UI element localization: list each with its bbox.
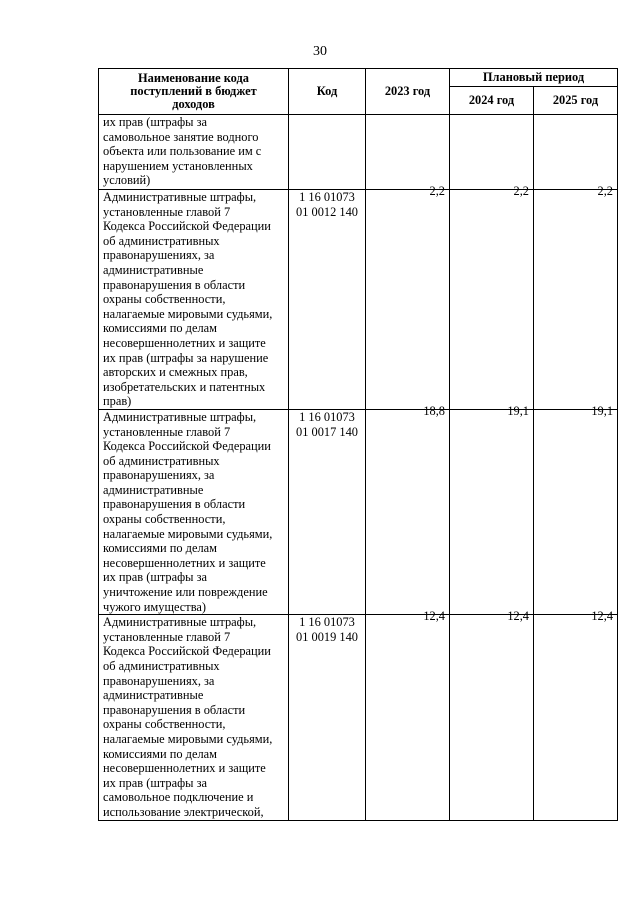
header-name-line: доходов [172,97,215,111]
row-name-line: об административных [103,659,220,673]
header-year-2025: 2025 год [534,87,618,115]
value-2024: 19,1 [507,403,529,418]
row-code [289,615,366,820]
row-code-line: 1 16 01073 [299,409,355,424]
row-name-line: нарушением установленных [103,158,253,173]
row-name-line: несовершеннолетних и защите [103,335,266,350]
row-name-line: установленные главой 7 [103,629,231,644]
row-name-line: использование электрической, [103,804,264,819]
page-number: 30 [313,44,327,59]
row-name-line: правонарушениях, за [103,468,215,483]
row-name-line: об административных [103,233,220,248]
row-name [99,615,289,820]
row-name-line: административные [103,262,204,277]
table-row [99,190,618,410]
row-name-line: установленные главой 7 [103,204,231,219]
value-2023: 12,4 [423,609,445,624]
row-name-line: изобретательских и патентных [103,379,266,394]
row-name-line: условий) [103,173,151,188]
row-name-line: комиссиями по делам [103,746,217,761]
row-name-line: Административные штрафы, [103,409,257,424]
row-value-2023 [366,184,450,410]
row-value-2024 [450,115,534,190]
revenue-table [98,68,618,821]
row-name-line: самовольное занятие водного [103,129,259,144]
table-row [99,615,618,820]
row-name-line: правонарушения в области [103,277,246,292]
row-value-2023 [366,403,450,614]
row-code [289,409,366,614]
row-name-line: самовольное подключение и [103,790,254,805]
value-2025: 19,1 [591,403,614,418]
row-value-2023 [366,115,450,190]
value-2023: 2,2 [429,184,445,198]
table-row [99,409,618,614]
value-2025: 12,4 [591,609,614,624]
row-name-line: комиссиями по делам [103,541,217,556]
row-name [99,190,289,410]
row-name-line: налагаемые мировыми судьями, [103,526,273,541]
row-value-2024 [450,609,534,820]
row-name-line: охраны собственности, [103,717,226,732]
row-code-line: 1 16 01073 [299,190,355,204]
row-name-line: уничтожение или повреждение [103,585,268,600]
row-value-2025 [534,403,618,614]
row-name-line: несовершеннолетних и защите [103,555,266,570]
row-name-line: охраны собственности, [103,512,226,527]
row-name-line: административные [103,482,204,497]
row-name-line: правонарушениях, за [103,673,215,688]
row-name [99,115,289,190]
row-name-line: их прав (штрафы за [103,775,207,790]
row-name-line: Кодекса Российской Федерации [103,644,271,659]
header-name [99,69,289,115]
row-value-2023 [366,609,450,820]
row-code-line: 1 16 01073 [299,615,355,630]
header-code: Код [289,69,366,115]
row-name-line: об административных [103,453,220,468]
value-2025: 2,2 [597,184,614,198]
row-name-line: Административные штрафы, [103,615,257,630]
row-name-line: их прав (штрафы за [103,115,207,129]
row-name-line: объекта или пользование им с [103,144,262,159]
row-value-2025 [534,184,618,410]
header-name-line: поступлений в бюджет [130,84,257,98]
row-name-line: Административные штрафы, [103,190,257,204]
row-name-line: правонарушения в области [103,702,246,717]
value-2023: 18,8 [423,403,445,418]
table-row [99,115,618,190]
header-year-2023: 2023 год [366,69,450,115]
row-code [289,190,366,410]
row-name-line: Кодекса Российской Федерации [103,439,271,454]
row-name-line: несовершеннолетних и защите [103,761,266,776]
row-code-line: 01 0019 140 [296,629,358,644]
header-row-top [99,69,618,87]
row-value-2024 [450,184,534,410]
row-value-2024 [450,403,534,614]
row-name [99,409,289,614]
header-year-2024: 2024 год [450,87,534,115]
row-name-line: административные [103,688,204,703]
row-value-2025 [534,115,618,190]
row-code-line: 01 0012 140 [296,204,358,219]
row-name-line: прав) [103,394,132,409]
header-planned-period: Плановый период [450,69,618,87]
row-name-line: налагаемые мировыми судьями, [103,731,273,746]
header-name-line: Наименование кода [138,71,249,85]
row-name-line: чужого имущества) [103,599,207,614]
row-name-line: правонарушениях, за [103,248,215,263]
row-name-line: комиссиями по делам [103,321,217,336]
row-name-line: установленные главой 7 [103,424,231,439]
row-name-line: их прав (штрафы за нарушение [103,350,269,365]
row-name-line: охраны собственности, [103,292,226,307]
row-name-line: правонарушения в области [103,497,246,512]
row-name-line: их прав (штрафы за [103,570,207,585]
row-value-2025 [534,609,618,820]
row-code [289,115,366,190]
row-name-line: налагаемые мировыми судьями, [103,306,273,321]
value-2024: 12,4 [507,609,529,624]
row-name-line: авторских и смежных прав, [103,365,248,380]
row-name-line: Кодекса Российской Федерации [103,219,271,234]
value-2024: 2,2 [513,184,529,198]
row-code-line: 01 0017 140 [296,424,358,439]
